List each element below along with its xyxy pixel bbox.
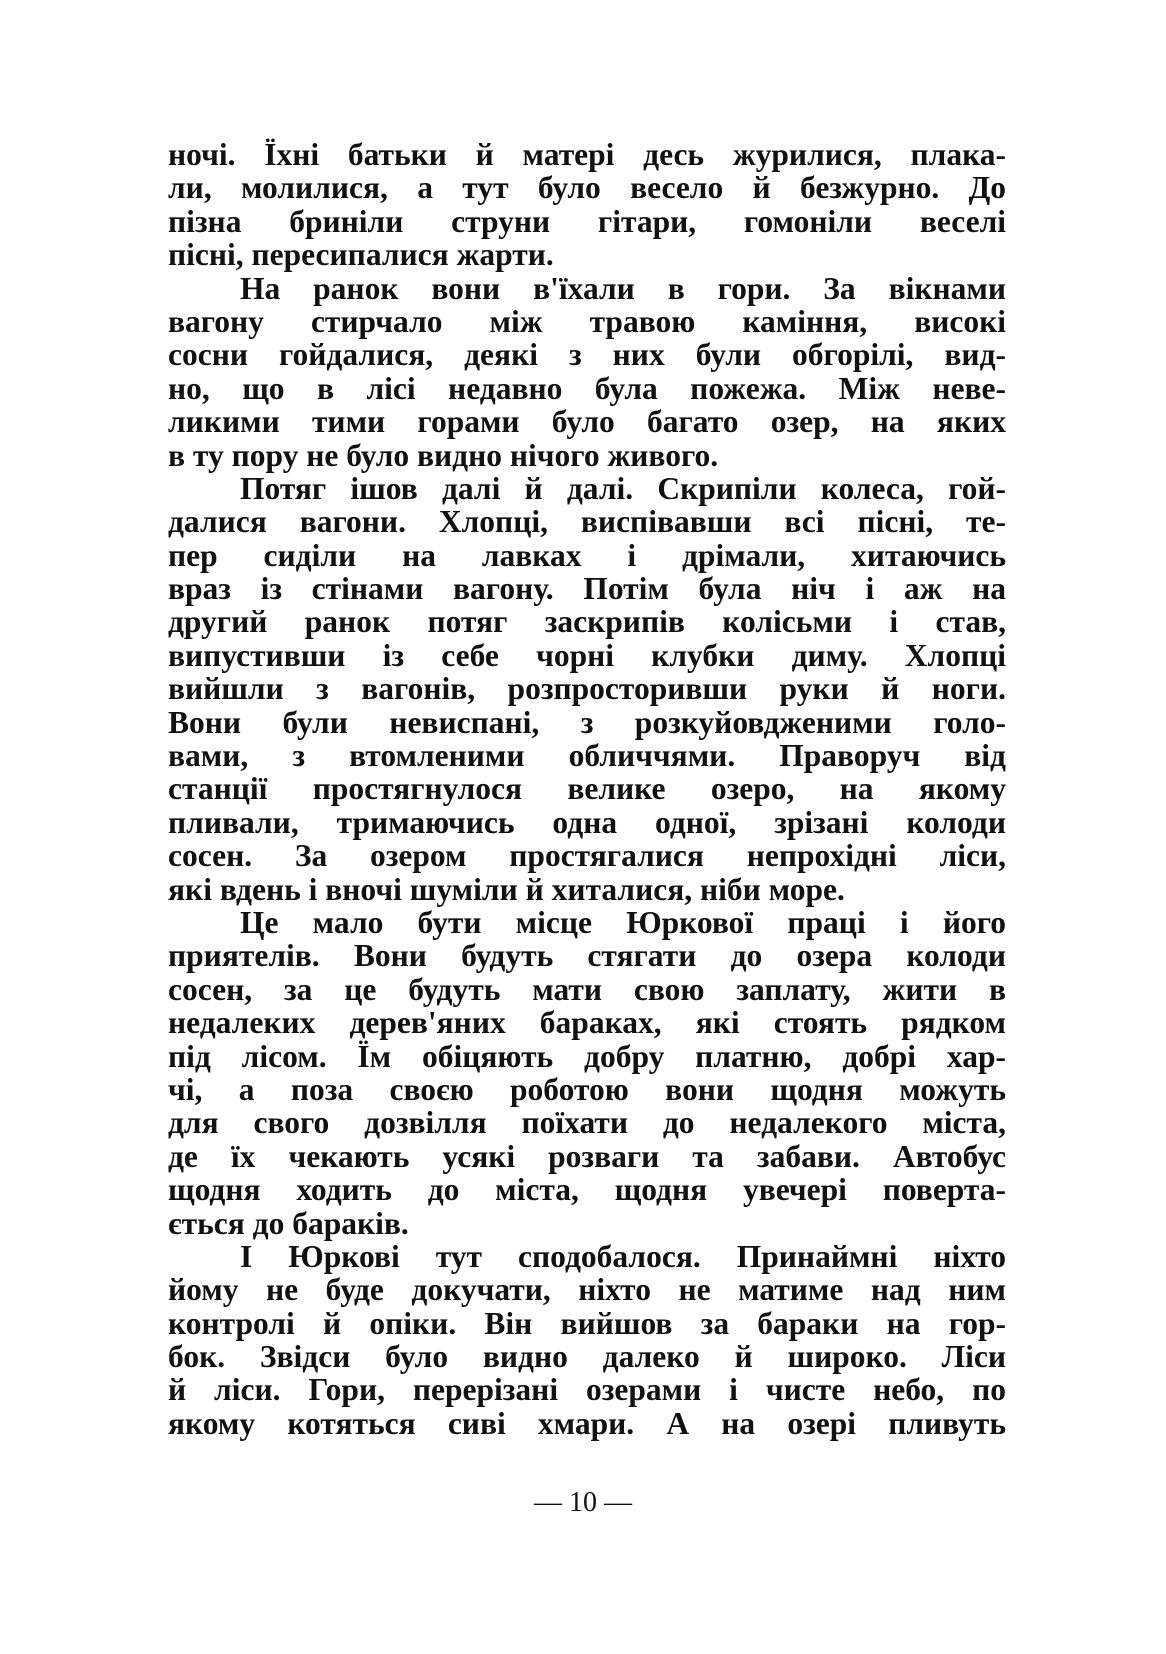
text-line: І Юркові тут сподобалося. Принаймні ніхто: [240, 1238, 1006, 1274]
text-line: де їх чекають усякі розваги та забави. Автобус: [168, 1138, 1006, 1174]
text-line: вагону стирчало між травою каміння, високі: [168, 303, 1006, 339]
text-line: враз із стінами вагону. Потім була ніч і аж на: [168, 571, 1006, 607]
text-line: Вони були невиспані, з розкуйовдженими голо-: [168, 704, 1006, 740]
text-line: сосен, за це будуть мати свою заплату, жити в: [168, 971, 1006, 1007]
text-line: й ліси. Гори, перерізані озерами і чисте небо, по: [168, 1372, 1006, 1408]
text-line: На ранок вони в'їхали в гори. За вікнами: [240, 270, 1006, 306]
text-line: приятелів. Вони будуть стягати до озера колоди: [168, 938, 1006, 974]
text-line: бок. Звідси було видно далеко й широко. Ліси: [168, 1339, 1006, 1375]
text-line: щодня ходить до міста, щодня увечері поверта-: [168, 1172, 1006, 1208]
page-body: [168, 138, 1006, 1440]
text-line: йому не буде докучати, ніхто не матиме над ним: [168, 1272, 1006, 1308]
text-line: недалеких дерев'яних бараках, які стоять рядком: [168, 1005, 1006, 1041]
text-line: ли, молилися, а тут було весело й безжурно. До: [168, 170, 1006, 206]
paragraph: [168, 272, 1006, 472]
text-line: сосен. За озером простягалися непрохідні ліси,: [168, 838, 1006, 874]
paragraph: [168, 906, 1006, 1240]
text-line: ночі. Їхні батьки й матері десь журилися, плака-: [168, 137, 1006, 172]
paragraph: [168, 1240, 1006, 1440]
text-line: пісні, пересипалися жарти.: [168, 237, 554, 273]
paragraph: [168, 138, 1006, 272]
page-number: — 10 —: [534, 1487, 632, 1518]
text-line: другий ранок потяг заскрипів колісьми і став,: [168, 604, 1006, 640]
text-line: пер сиділи на лавках і дрімали, хитаючись: [168, 537, 1006, 573]
text-line: пізна бриніли струни гітари, гомоніли веселі: [168, 203, 1006, 239]
text-line: пливали, тримаючись одна одної, зрізані колоди: [168, 804, 1006, 840]
text-line: ється до бараків.: [168, 1205, 409, 1241]
text-line: Це мало бути місце Юркової праці і його: [240, 904, 1006, 940]
text-line: випустивши із себе чорні клубки диму. Хлопці: [168, 637, 1006, 673]
text-line: далися вагони. Хлопці, виспівавши всі пісні, те-: [168, 504, 1006, 540]
text-line: вийшли з вагонів, розпросторивши руки й ноги.: [168, 671, 1006, 707]
text-line: якому котяться сиві хмари. А на озері пливуть: [168, 1405, 1006, 1441]
text-line: чі, а поза своєю роботою вони щодня можуть: [168, 1071, 1006, 1107]
text-line: сосни гойдалися, деякі з них були обгорілі, вид-: [168, 337, 1006, 373]
text-line: які вдень і вночі шуміли й хиталися, ніби море.: [168, 871, 845, 907]
text-line: контролі й опіки. Він вийшов за бараки на гор-: [168, 1305, 1006, 1341]
text-line: під лісом. Їм обіцяють добру платню, добрі хар-: [168, 1038, 1006, 1074]
paragraph: [168, 472, 1006, 906]
text-line: для свого дозвілля поїхати до недалекого міста,: [168, 1105, 1006, 1141]
text-line: но, що в лісі недавно була пожежа. Між неве-: [168, 370, 1006, 406]
text-line: станції простягнулося велике озеро, на якому: [168, 771, 1006, 807]
text-line: в ту пору не було видно нічого живого.: [168, 437, 719, 473]
text-line: Потяг ішов далі й далі. Скрипіли колеса, гой-: [240, 470, 1006, 506]
text-line: вами, з втомленими обличчями. Праворуч від: [168, 738, 1006, 774]
text-line: ликими тими горами було багато озер, на яких: [168, 404, 1006, 440]
